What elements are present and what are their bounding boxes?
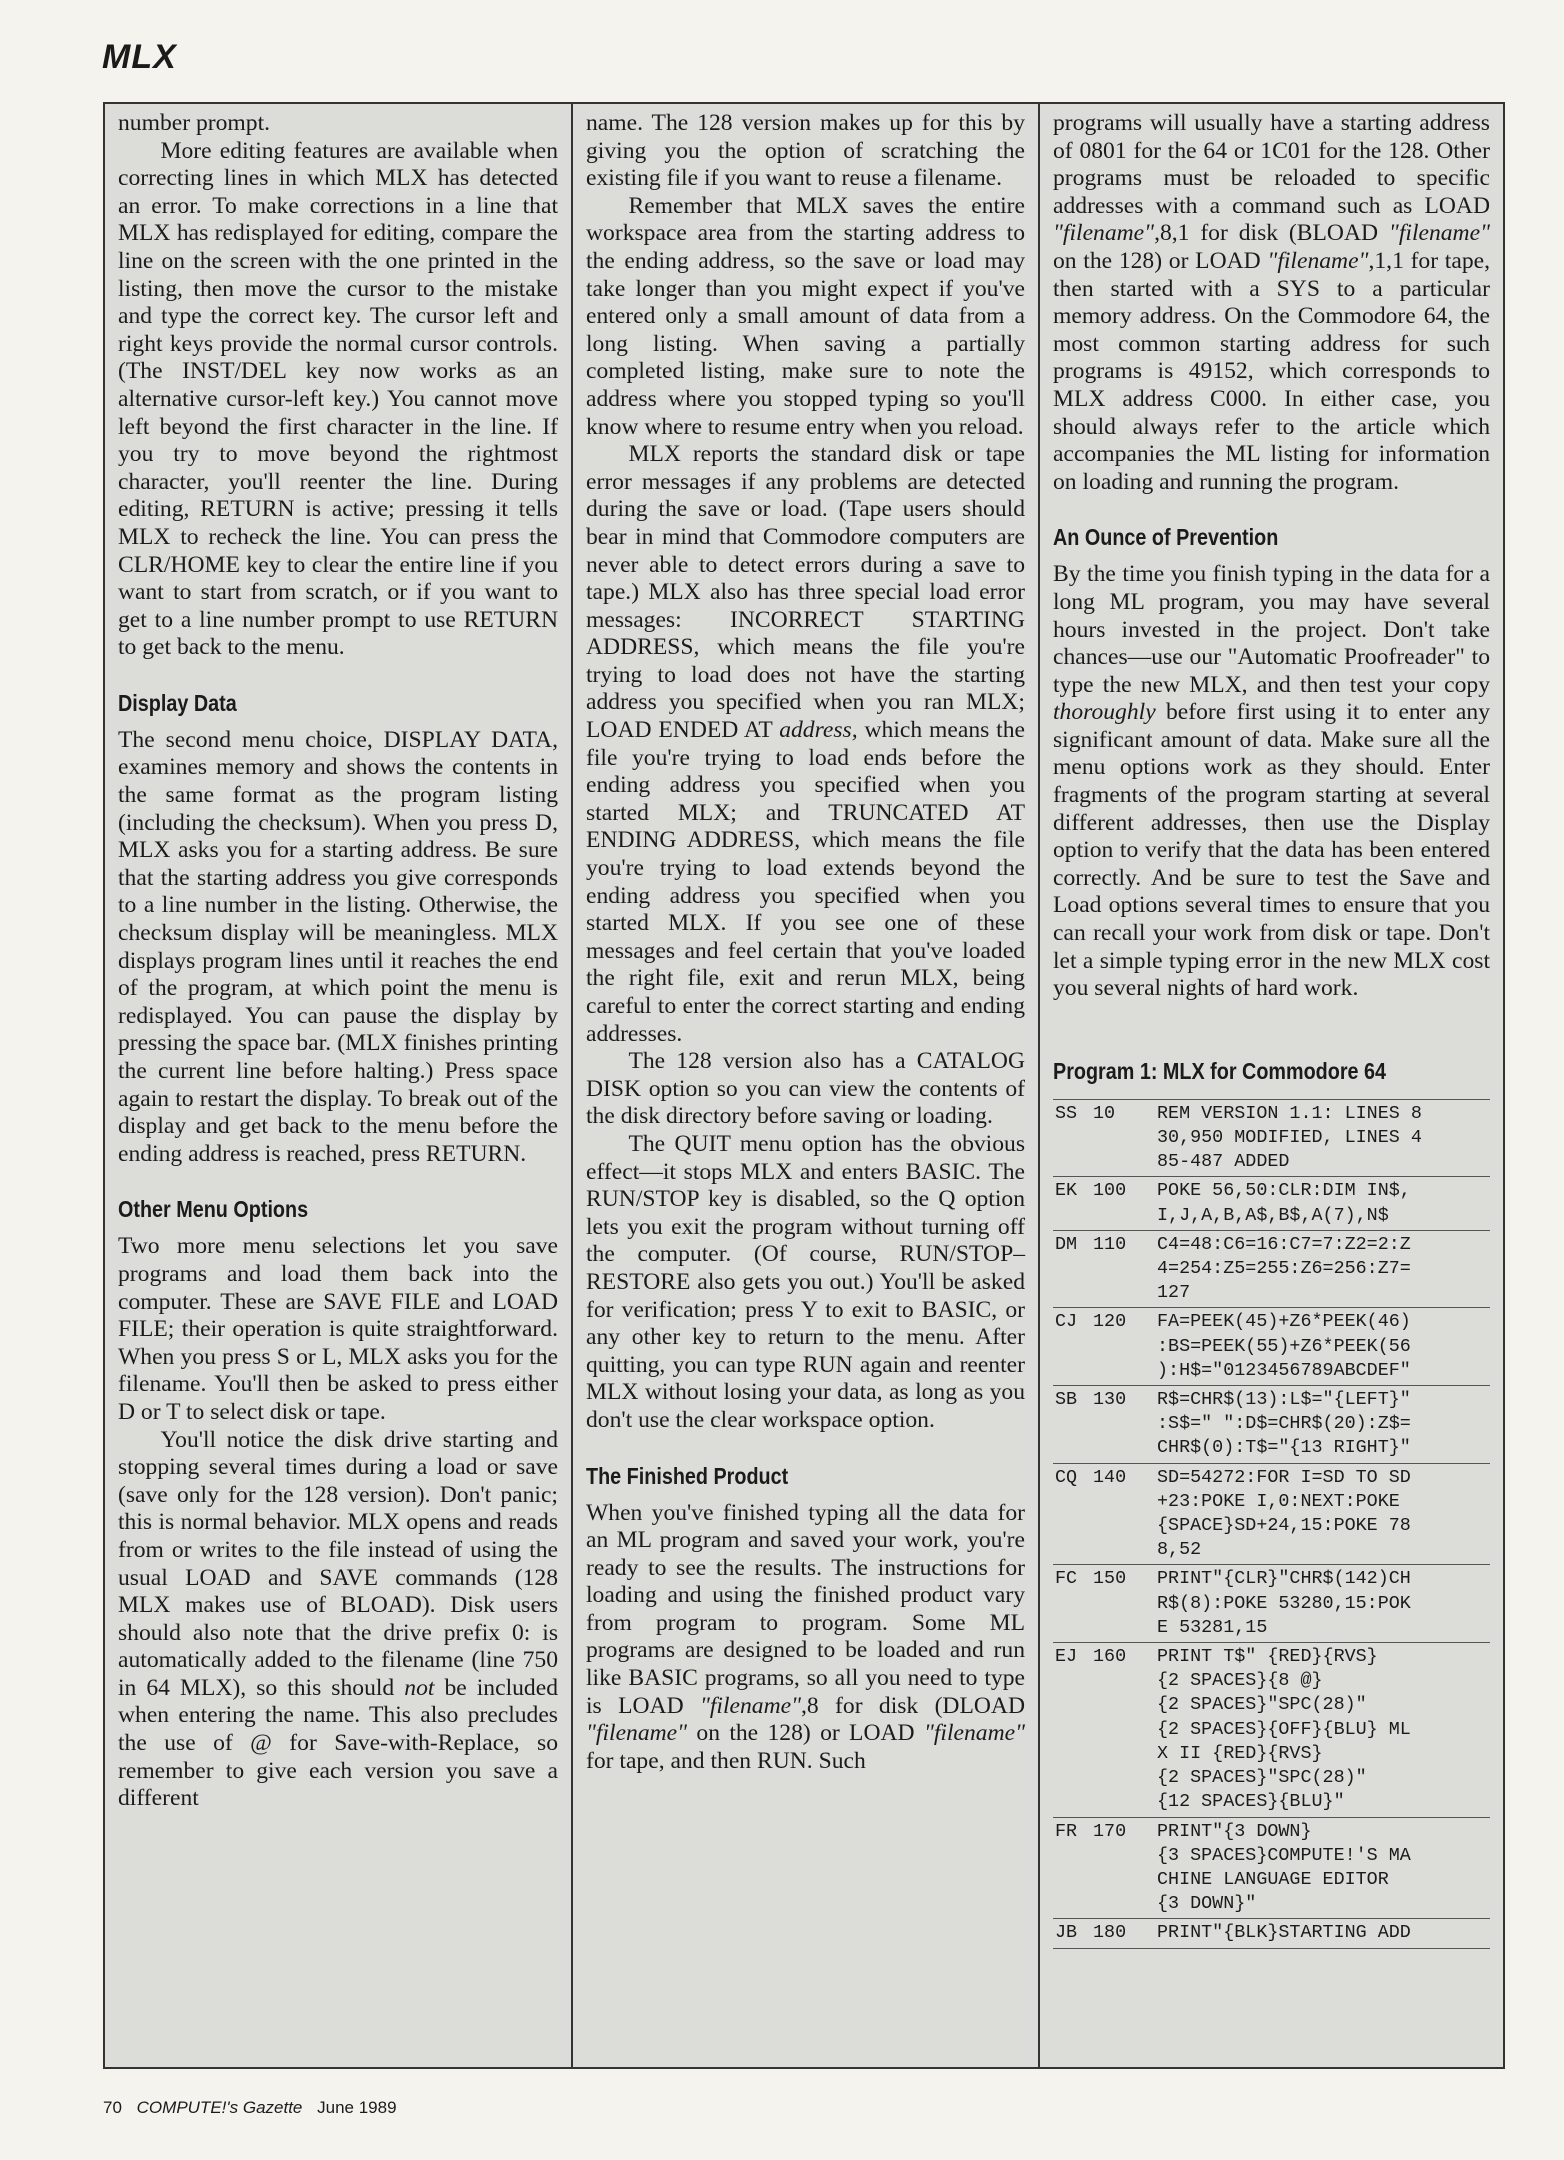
section-tag: MLX <box>102 38 177 76</box>
code-text: {3 DOWN}" <box>1157 1893 1257 1915</box>
article-frame <box>103 102 1505 2069</box>
column-1 <box>105 104 571 2067</box>
paragraph: You'll notice the disk drive starting and stopping several times during a load or save (save only for the 128 version). Don't panic; this is normal behavior. MLX opens and reads from or writes to the file instead of using the usual LOAD and SAVE commands (128 MLX makes use of BLOAD). Disk users should also note that the drive prefix 0: is automatically added to the filename (line 750 in 64 MLX), so this should not be included when entering the name. This also precludes the use of @ for Save-with-Replace, so remember to give each version you save a different <box>118 1426 558 1812</box>
paragraph: When you've finished typing all the data for an ML program and saved your work, you're ready to see the results. The instructions for loading and using the finished product vary from program to program. Some ML programs are designed to be loaded and run like BASIC programs, so all you need to type is LOAD "filename",8 for disk (DLOAD "filename" on the 128) or LOAD "filename" for tape, and then RUN. Such <box>586 1499 1025 1774</box>
checksum: FR <box>1055 1820 1078 1842</box>
line-number: 130 <box>1093 1389 1127 1411</box>
checksum: CJ <box>1055 1311 1078 1333</box>
code-text: 127 <box>1157 1282 1191 1304</box>
paragraph: Two more menu selections let you save programs and load them back into the computer. These are SAVE FILE and LOAD FILE; their operation is quite straightforward. When you press S or L, MLX asks you for the filename. You'll then be asked to press either D or T to select disk or tape. <box>118 1233 558 1425</box>
code-text: {2 SPACES}"SPC(28)" <box>1157 1767 1367 1789</box>
listing-line <box>1053 1100 1490 1178</box>
listing-line <box>1053 1464 1490 1566</box>
code-text: PRINT T$" {RED}{RVS} <box>1157 1646 1378 1668</box>
code-text: POKE 56,50:CLR:DIM IN$, <box>1157 1180 1411 1202</box>
column-3 <box>1038 104 1503 2067</box>
checksum: FC <box>1055 1568 1078 1590</box>
line-number: 10 <box>1093 1102 1116 1124</box>
paragraph: The 128 version also has a CATALOG DISK option so you can view the contents of the disk directory before saving or loading. <box>586 1048 1025 1130</box>
heading-program-listing: Program 1: MLX for Commodore 64 <box>1053 1057 1387 1084</box>
page-footer <box>103 2098 397 2118</box>
heading-other-menu-options: Other Menu Options <box>118 1196 309 1223</box>
paragraph: The second menu choice, DISPLAY DATA, examines memory and shows the contents in the same format as the program listing (including the checksum). When you press D, MLX asks you for a starting address. Be sure that the starting address you give corresponds to a line number in the listing. Otherwise, the checksum display will be meaningless. MLX displays program lines until it reaches the end of the program, at which point the menu is redisplayed. You can pause the display by pressing the space bar. (MLX finishes printing the current line before halting.) Press space again to restart the display. To break out of the display and get back to the menu before the ending address is reached, press RETURN. <box>118 726 558 1167</box>
issue-date: June 1989 <box>317 2098 397 2117</box>
code-text: FA=PEEK(45)+Z6*PEEK(46) <box>1157 1311 1411 1333</box>
code-text: :S$=" ":D$=CHR$(20):Z$= <box>1157 1413 1411 1435</box>
line-number: 170 <box>1093 1820 1127 1842</box>
line-number: 100 <box>1093 1180 1127 1202</box>
line-number: 110 <box>1093 1233 1127 1255</box>
listing-line <box>1053 1643 1490 1817</box>
code-text: REM VERSION 1.1: LINES 8 <box>1157 1102 1422 1124</box>
paragraph: name. The 128 version makes up for this by giving you the option of scratching the existing file if you want to reuse a filename. <box>586 110 1025 192</box>
line-number: 140 <box>1093 1466 1127 1488</box>
paragraph: The QUIT menu option has the obvious effect—it stops MLX and enters BASIC. The RUN/STOP key is disabled, so the Q option lets you exit the program without turning off the computer. (Of course, RUN/STOP–RESTORE also gets you out.) You'll be asked for verification; press Y to exit to BASIC, or any other key to return to the menu. After quitting, you can type RUN again and reenter MLX without losing your data, as long as you don't use the clear workspace option. <box>586 1130 1025 1433</box>
listing-line <box>1053 1177 1490 1230</box>
listing-line <box>1053 1818 1490 1920</box>
listing-line <box>1053 1386 1490 1464</box>
line-number: 120 <box>1093 1311 1127 1333</box>
column-2 <box>571 104 1038 2067</box>
listing-line <box>1053 1308 1490 1386</box>
checksum: EK <box>1055 1180 1078 1202</box>
code-text: {2 SPACES}"SPC(28)" <box>1157 1694 1367 1716</box>
heading-ounce-of-prevention: An Ounce of Prevention <box>1053 524 1279 551</box>
code-text: CHR$(0):T$="{13 RIGHT}" <box>1157 1437 1411 1459</box>
code-text: {SPACE}SD+24,15:POKE 78 <box>1157 1515 1411 1537</box>
code-text: {2 SPACES}{8 @} <box>1157 1670 1323 1692</box>
code-text: {12 SPACES}{BLU}" <box>1157 1791 1345 1813</box>
line-number: 160 <box>1093 1646 1127 1668</box>
heading-finished-product: The Finished Product <box>586 1462 789 1489</box>
magazine-name: COMPUTE!'s Gazette <box>136 2098 303 2117</box>
code-text: {2 SPACES}{OFF}{BLU} ML <box>1157 1718 1411 1740</box>
code-text: 8,52 <box>1157 1539 1202 1561</box>
code-text: I,J,A,B,A$,B$,A(7),N$ <box>1157 1204 1389 1226</box>
code-text: +23:POKE I,0:NEXT:POKE <box>1157 1490 1400 1512</box>
listing-line <box>1053 1919 1490 1948</box>
checksum: JB <box>1055 1922 1078 1944</box>
line-number: 150 <box>1093 1568 1127 1590</box>
paragraph: programs will usually have a starting address of 0801 for the 64 or 1C01 for the 128. Other programs must be reloaded to specific addresses with a command such as LOAD "filename",8,1 for disk (BLOAD "filename" on the 128) or LOAD "filename",1,1 for tape, then started with a SYS to a particular memory address. On the Commodore 64, the most common starting address for such programs is 49152, which corresponds to MLX address C000. In either case, you should always refer to the article which accompanies the ML listing for information on loading and running the program. <box>1053 110 1490 495</box>
code-text: ):H$="0123456789ABCDEF" <box>1157 1359 1411 1381</box>
code-text: X II {RED}{RVS} <box>1157 1742 1323 1764</box>
code-text: C4=48:C6=16:C7=7:Z2=2:Z <box>1157 1233 1411 1255</box>
listing-line <box>1053 1231 1490 1309</box>
code-text: PRINT"{BLK}STARTING ADD <box>1157 1922 1411 1944</box>
checksum: EJ <box>1055 1646 1078 1668</box>
paragraph: number prompt. <box>118 110 271 136</box>
page-number: 70 <box>103 2098 122 2117</box>
paragraph: Remember that MLX saves the entire workspace area from the starting address to the ending address, so the save or load may take longer than you might expect if you've entered only a small amount of data from a long listing. When saving a partially completed listing, make sure to note the address where you stopped typing so you'll know where to resume entry when you reload. <box>586 192 1025 440</box>
code-text: 4=254:Z5=255:Z6=256:Z7= <box>1157 1258 1411 1280</box>
code-text: 30,950 MODIFIED, LINES 4 <box>1157 1127 1422 1149</box>
paragraph: MLX reports the standard disk or tape error messages if any problems are detected during the save or load. (Tape users should bear in mind that Commodore computers are never able to detect errors during a save to tape.) MLX also has three special load error messages: INCORRECT STARTING ADDRESS, which means the file you're trying to load does not have the starting address you specified when you ran MLX; LOAD ENDED AT address, which means the file you're trying to load ends before the ending address you specified when you started MLX; and TRUNCATED AT ENDING ADDRESS, which means the file you're trying to load extends beyond the ending address you specified when you started MLX. If you see one of these messages and feel certain that you've loaded the right file, exit and rerun MLX, being careful to enter the correct starting and ending addresses. <box>586 441 1025 1047</box>
checksum: CQ <box>1055 1466 1078 1488</box>
listing-line <box>1053 1565 1490 1643</box>
checksum: SB <box>1055 1389 1078 1411</box>
code-text: SD=54272:FOR I=SD TO SD <box>1157 1466 1411 1488</box>
paragraph: By the time you finish typing in the data for a long ML program, you may have several hours invested in the project. Don't take chances—use our "Automatic Proofreader" to type the new MLX, and then test your copy thoroughly before first using it to enter any significant amount of data. Make sure all the menu options work as they should. Enter fragments of the program starting at several different addresses, then use the Display option to verify that the data has been entered correctly. And be sure to test the Save and Load options several times to ensure that you can recall your work from disk or tape. Don't let a simple typing error in the new MLX cost you several nights of hard work. <box>1053 561 1490 1002</box>
checksum: DM <box>1055 1233 1078 1255</box>
code-text: R$(8):POKE 53280,15:POK <box>1157 1592 1411 1614</box>
code-text: PRINT"{3 DOWN} <box>1157 1820 1312 1842</box>
code-text: {3 SPACES}COMPUTE!'S MA <box>1157 1844 1411 1866</box>
code-text: CHINE LANGUAGE EDITOR <box>1157 1868 1389 1890</box>
program-listing <box>1053 1099 1490 1949</box>
code-text: PRINT"{CLR}"CHR$(142)CH <box>1157 1568 1411 1590</box>
checksum: SS <box>1055 1102 1078 1124</box>
code-text: E 53281,15 <box>1157 1616 1268 1638</box>
code-text: 85-487 ADDED <box>1157 1151 1290 1173</box>
paragraph: More editing features are available when correcting lines in which MLX has detected an error. To make corrections in a line that MLX has redisplayed for editing, compare the line on the screen with the one printed in the listing, then move the cursor to the mistake and type the correct key. The cursor left and right keys provide the normal cursor controls. (The INST/DEL key now works as an alternative cursor-left key.) You cannot move left beyond the first character in the line. If you try to move beyond the rightmost character, you'll reenter the line. During editing, RETURN is active; pressing it tells MLX to recheck the line. You can press the CLR/HOME key to clear the entire line if you want to start from scratch, or if you want to get to a line number prompt to use RETURN to get back to the menu. <box>118 137 558 661</box>
heading-display-data: Display Data <box>118 689 237 716</box>
line-number: 180 <box>1093 1922 1127 1944</box>
code-text: R$=CHR$(13):L$="{LEFT}" <box>1157 1389 1411 1411</box>
code-text: :BS=PEEK(55)+Z6*PEEK(56 <box>1157 1335 1411 1357</box>
